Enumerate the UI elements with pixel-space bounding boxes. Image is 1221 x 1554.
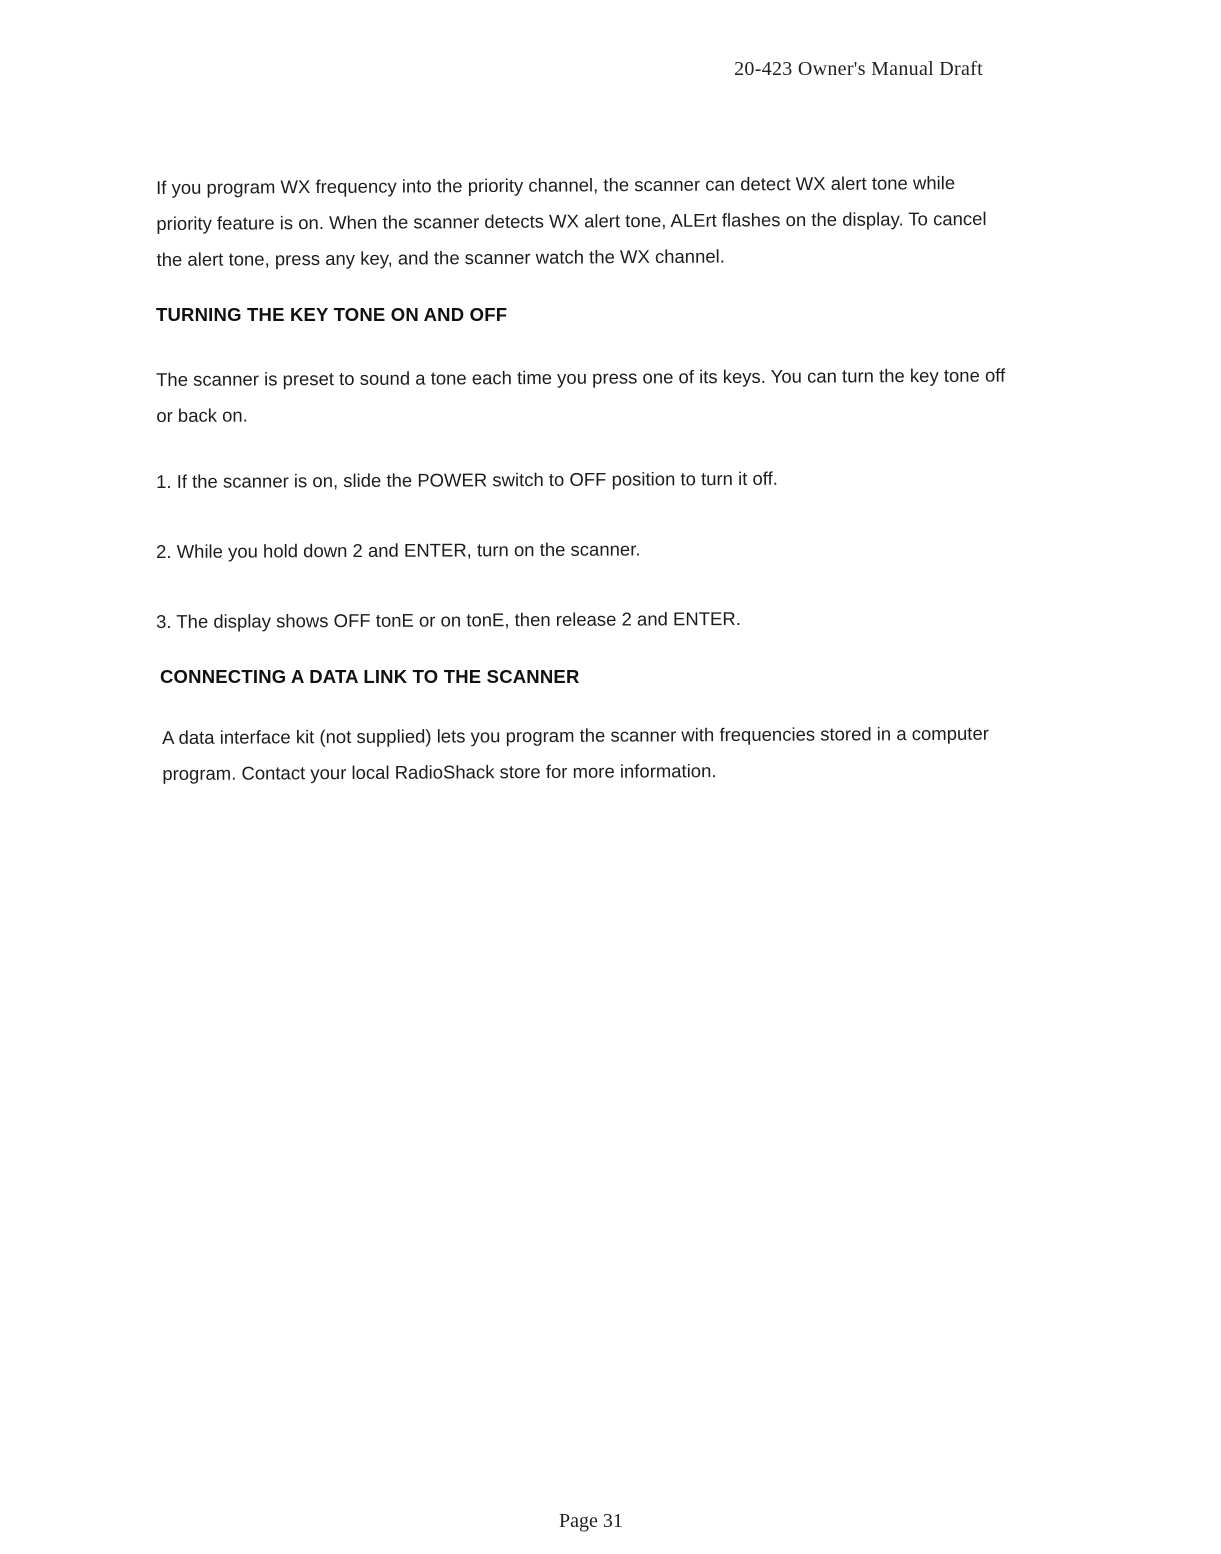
key-tone-paragraph: The scanner is preset to sound a tone each time you press one of its keys. You can turn the key tone off or back on.	[156, 364, 1006, 426]
section-heading-data-link: CONNECTING A DATA LINK TO THE SCANNER	[160, 666, 580, 687]
section-heading-key-tone: TURNING THE KEY TONE ON AND OFF	[156, 304, 508, 325]
step-item: 3. The display shows OFF tonE or on tonE, then release 2 and ENTER.	[156, 607, 741, 632]
step-item: 1. If the scanner is on, slide the POWER switch to OFF position to turn it off.	[156, 467, 778, 492]
page-body	[156, 170, 1006, 792]
page-number: Page 31	[559, 1510, 623, 1532]
document-header-title: 20-423 Owner's Manual Draft	[734, 58, 983, 80]
intro-paragraph: If you program WX frequency into the priority channel, the scanner can detect WX alert tone while priority feature is on. When the scanner detects WX alert tone, ALErt flashes on the display. To cancel the alert tone, press any key, and the scanner watch the WX channel.	[156, 172, 987, 270]
data-link-paragraph: A data interface kit (not supplied) lets you program the scanner with frequencies stored in a computer program. Contact your local RadioShack store for more information.	[162, 722, 989, 784]
step-item: 2. While you hold down 2 and ENTER, turn on the scanner.	[156, 538, 641, 562]
